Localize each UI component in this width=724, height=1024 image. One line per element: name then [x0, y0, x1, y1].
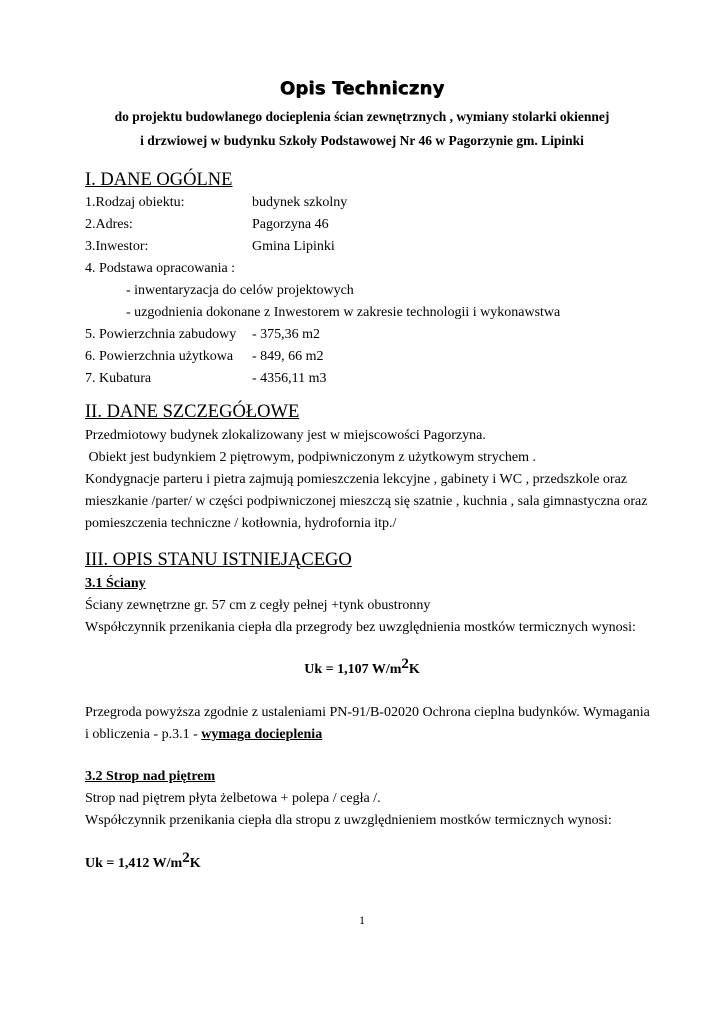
metric-label: 6. Powierzchnia użytkowa: [85, 349, 234, 364]
row-label: 2.Adres:: [85, 217, 133, 232]
metric-label: 7. Kubatura: [85, 371, 152, 386]
subsection-3-2-line: Współczynnik przenikania ciepła dla stropu z uwzględnieniem mostków termicznych wynosi:: [85, 813, 612, 828]
subsection-3-1-line: Ściany zewnętrzne gr. 57 cm z cegły pełnej +tynk obustronny: [85, 598, 431, 613]
page-number: 1: [359, 913, 365, 927]
metric-label: 5. Powierzchnia zabudowy: [85, 327, 237, 342]
row-label: 3.Inwestor:: [85, 239, 149, 254]
subsection-3-1-heading: 3.1 Ściany: [85, 576, 146, 591]
section-2-line: Przedmiotowy budynek zlokalizowany jest w miejscowości Pagorzyna.: [85, 428, 486, 443]
section-2-heading: II. DANE SZCZEGÓŁOWE: [85, 402, 300, 422]
subsection-3-1-line: Współczynnik przenikania ciepła dla przegrody bez uwzględnienia mostków termicznych wynosi:: [85, 620, 636, 635]
section-2-line: Obiekt jest budynkiem 2 piętrowym, podpiwniczonym z użytkowym strychem .: [85, 450, 537, 465]
section-2-line: mieszkanie /parter/ w części podpiwniczonej mieszczą się szatnie , kuchnia , sala gimnastyczna oraz: [85, 494, 648, 509]
metric-value: - 849, 66 m2: [252, 349, 324, 364]
row-value: Gmina Lipinki: [252, 239, 335, 254]
document-title: Opis Techniczny: [279, 78, 445, 99]
basis-item: - uzgodnienia dokonane z Inwestorem w zakresie technologii i wykonawstwa: [126, 305, 561, 320]
metric-value: - 4356,11 m3: [252, 371, 327, 386]
subsection-3-1-note: i obliczenia - p.3.1 - wymaga docieplenia: [85, 727, 323, 742]
subsection-3-2-heading: 3.2 Strop nad piętrem: [85, 769, 216, 784]
section-3-heading: III. OPIS STANU ISTNIEJĄCEGO: [85, 550, 352, 570]
metric-value: - 375,36 m2: [252, 327, 321, 342]
basis-label: 4. Podstawa opracowania :: [85, 261, 236, 276]
row-label: 1.Rodzaj obiektu:: [85, 195, 185, 210]
section-1-heading: I. DANE OGÓLNE: [85, 170, 233, 190]
subsection-3-1-note: Przegroda powyższa zgodnie z ustaleniami PN-91/B-02020 Ochrona cieplna budynków. Wymagania: [85, 705, 650, 720]
row-value: budynek szkolny: [252, 195, 348, 210]
section-2-line: pomieszczenia techniczne / kotłownia, hydrofornia itp./: [85, 516, 397, 531]
row-value: Pagorzyna 46: [252, 217, 329, 232]
subtitle-line-2: i drzwiowej w budynku Szkoły Podstawowej Nr 46 w Pagorzynie gm. Lipinki: [140, 133, 584, 148]
subtitle-line-1: do projektu budowlanego docieplenia ścian zewnętrznych , wymiany stolarki okiennej: [114, 109, 610, 124]
basis-item: - inwentaryzacja do celów projektowych: [126, 283, 354, 298]
subsection-3-2-line: Strop nad piętrem płyta żelbetowa + polepa / cegła /.: [85, 791, 381, 806]
section-2-line: Kondygnacje parteru i pietra zajmują pomieszczenia lekcyjne , gabinety i WC , przedszkole oraz: [85, 472, 628, 487]
formula-ceiling: Uk = 1,412 $W/m^2K$: [85, 850, 201, 871]
formula-walls: Uk = 1,107 $W/m^2K$: [304, 656, 420, 677]
